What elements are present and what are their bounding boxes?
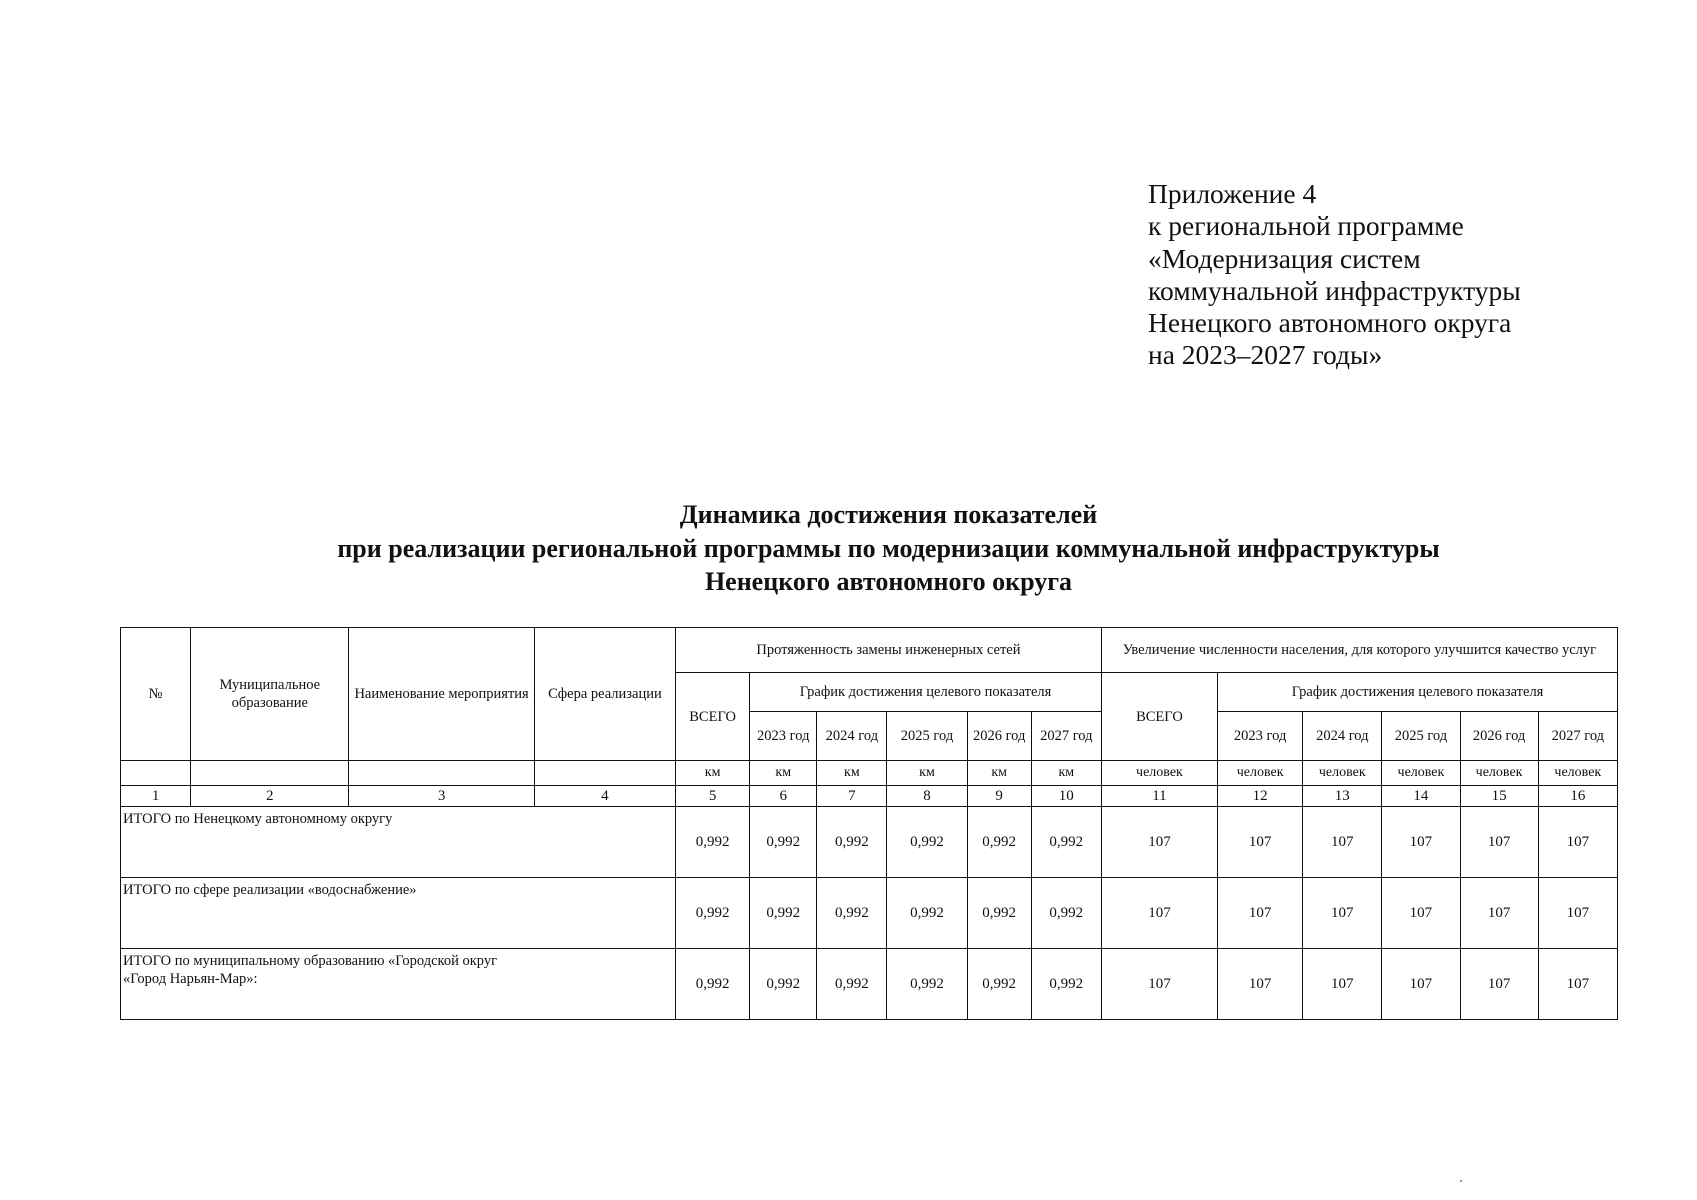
unit-km: км xyxy=(676,761,750,786)
column-number: 12 xyxy=(1218,786,1303,807)
value-km: 0,992 xyxy=(1031,949,1101,1020)
value-people: 107 xyxy=(1218,807,1303,878)
column-number: 8 xyxy=(887,786,967,807)
column-number: 5 xyxy=(676,786,750,807)
value-km: 0,992 xyxy=(967,878,1031,949)
value-people: 107 xyxy=(1303,807,1382,878)
value-people-total: 107 xyxy=(1101,878,1217,949)
row-label-line: ИТОГО по муниципальному образованию «Городской округ xyxy=(123,953,498,969)
column-number: 2 xyxy=(191,786,349,807)
row-label-line: «Город Нарьян-Мар»: xyxy=(123,971,258,987)
value-people: 107 xyxy=(1382,878,1460,949)
header-year: 2027 год xyxy=(1538,712,1617,761)
row-label xyxy=(121,878,676,949)
unit-people: человек xyxy=(1382,761,1460,786)
value-km-total: 0,992 xyxy=(676,949,750,1020)
appendix-line: к региональной программе xyxy=(1148,210,1464,242)
header-year: 2026 год xyxy=(967,712,1031,761)
value-km: 0,992 xyxy=(967,807,1031,878)
value-km-total: 0,992 xyxy=(676,878,750,949)
unit-km: км xyxy=(750,761,817,786)
heading-line: при реализации региональной программы по модернизации коммунальной инфраструктуры xyxy=(337,533,1440,563)
column-number: 10 xyxy=(1031,786,1101,807)
header-networks-group: Протяженность замены инженерных сетей xyxy=(676,628,1102,673)
value-people-total: 107 xyxy=(1101,949,1217,1020)
appendix-line: Ненецкого автономного округа xyxy=(1148,307,1512,339)
header-km-total: ВСЕГО xyxy=(676,673,750,761)
appendix-line: «Модернизация систем xyxy=(1148,242,1421,274)
value-km: 0,992 xyxy=(817,949,887,1020)
row-label-line: ИТОГО по сфере реализации «водоснабжение» xyxy=(123,882,417,898)
header-population-group: Увеличение численности населения, для которого улучшится качество услуг xyxy=(1101,628,1617,673)
unit-people: человек xyxy=(1303,761,1382,786)
column-number: 11 xyxy=(1101,786,1217,807)
value-km: 0,992 xyxy=(887,878,967,949)
unit-people: человек xyxy=(1460,761,1538,786)
table-row xyxy=(121,878,1618,949)
appendix-line: Приложение 4 xyxy=(1148,178,1317,209)
unit-cell xyxy=(121,761,191,786)
appendix-line: на 2023–2027 годы» xyxy=(1148,339,1383,371)
unit-km: км xyxy=(817,761,887,786)
header-km-schedule: График достижения целевого показателя xyxy=(750,673,1102,712)
value-km: 0,992 xyxy=(967,949,1031,1020)
appendix-line: коммунальной инфраструктуры xyxy=(1148,274,1521,306)
unit-km: км xyxy=(1031,761,1101,786)
value-km: 0,992 xyxy=(817,807,887,878)
value-people: 107 xyxy=(1303,949,1382,1020)
unit-people: человек xyxy=(1218,761,1303,786)
header-year: 2027 год xyxy=(1031,712,1101,761)
value-km-total: 0,992 xyxy=(676,807,750,878)
document-heading xyxy=(240,498,1537,599)
unit-people: человек xyxy=(1538,761,1617,786)
row-label-line: ИТОГО по Ненецкому автономному округу xyxy=(123,811,393,827)
column-number: 6 xyxy=(750,786,817,807)
header-year: 2024 год xyxy=(817,712,887,761)
heading-line: Динамика достижения показателей xyxy=(679,500,1098,529)
header-year: 2025 год xyxy=(1382,712,1460,761)
unit-cell xyxy=(349,761,534,786)
value-people: 107 xyxy=(1460,878,1538,949)
value-people: 107 xyxy=(1382,949,1460,1020)
column-number: 4 xyxy=(534,786,675,807)
value-people: 107 xyxy=(1538,878,1617,949)
value-people: 107 xyxy=(1538,949,1617,1020)
value-km: 0,992 xyxy=(750,949,817,1020)
header-people-schedule: График достижения целевого показателя xyxy=(1218,673,1618,712)
header-num: № xyxy=(121,628,191,761)
heading-line: Ненецкого автономного округа xyxy=(704,567,1073,596)
value-km: 0,992 xyxy=(887,807,967,878)
value-km: 0,992 xyxy=(817,878,887,949)
column-number: 15 xyxy=(1460,786,1538,807)
value-people: 107 xyxy=(1460,949,1538,1020)
header-year: 2023 год xyxy=(1218,712,1303,761)
column-number: 16 xyxy=(1538,786,1617,807)
column-number: 13 xyxy=(1303,786,1382,807)
header-year: 2026 год xyxy=(1460,712,1538,761)
value-km: 0,992 xyxy=(1031,878,1101,949)
value-people: 107 xyxy=(1538,807,1617,878)
column-number: 7 xyxy=(817,786,887,807)
scan-speck xyxy=(1460,1180,1462,1182)
indicators-table xyxy=(120,627,1618,1020)
table-row xyxy=(121,949,1618,1020)
unit-km: км xyxy=(967,761,1031,786)
value-people: 107 xyxy=(1382,807,1460,878)
appendix-block xyxy=(1148,178,1588,372)
unit-people: человек xyxy=(1101,761,1217,786)
value-people-total: 107 xyxy=(1101,807,1217,878)
column-number: 9 xyxy=(967,786,1031,807)
column-number: 14 xyxy=(1382,786,1460,807)
row-label xyxy=(121,807,676,878)
header-year: 2023 год xyxy=(750,712,817,761)
value-km: 0,992 xyxy=(750,807,817,878)
unit-cell xyxy=(534,761,675,786)
value-people: 107 xyxy=(1460,807,1538,878)
value-km: 0,992 xyxy=(887,949,967,1020)
table-row xyxy=(121,807,1618,878)
value-km: 0,992 xyxy=(750,878,817,949)
unit-cell xyxy=(191,761,349,786)
column-number: 1 xyxy=(121,786,191,807)
value-people: 107 xyxy=(1303,878,1382,949)
row-label xyxy=(121,949,676,1020)
header-people-total: ВСЕГО xyxy=(1101,673,1217,761)
value-people: 107 xyxy=(1218,949,1303,1020)
unit-km: км xyxy=(887,761,967,786)
header-year: 2024 год xyxy=(1303,712,1382,761)
header-year: 2025 год xyxy=(887,712,967,761)
header-municipality: Муниципальное образование xyxy=(191,628,349,761)
header-sphere: Сфера реализации xyxy=(534,628,675,761)
column-number: 3 xyxy=(349,786,534,807)
header-measure: Наименование мероприятия xyxy=(349,628,534,761)
value-km: 0,992 xyxy=(1031,807,1101,878)
value-people: 107 xyxy=(1218,878,1303,949)
